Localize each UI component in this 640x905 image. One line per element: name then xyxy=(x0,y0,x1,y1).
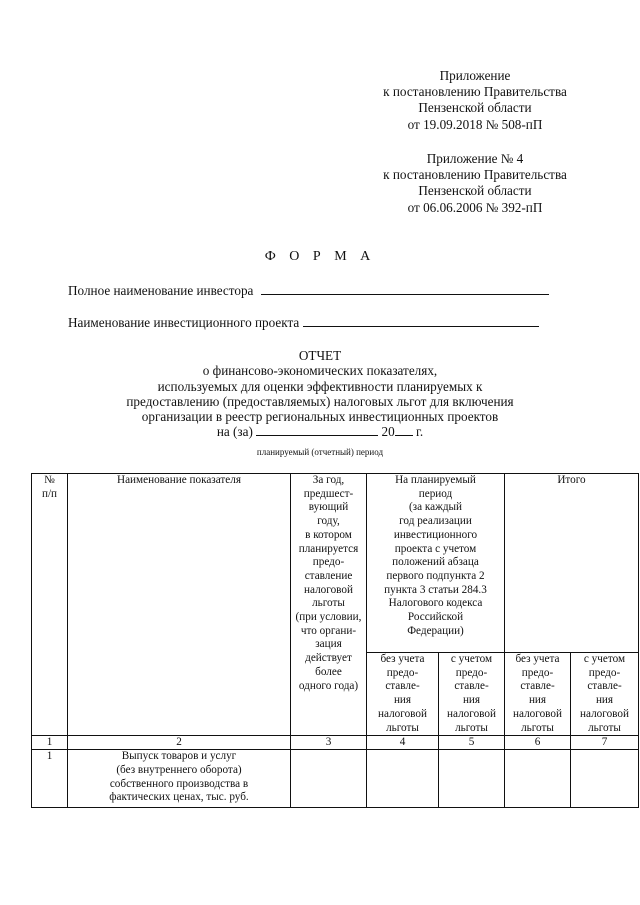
value-cell[interactable] xyxy=(439,750,505,808)
investor-blank-line[interactable] xyxy=(261,283,549,295)
report-title-line: ОТЧЕТ xyxy=(298,348,342,363)
column-number: 5 xyxy=(439,736,505,750)
value-cell[interactable] xyxy=(571,750,639,808)
appendix-2-block xyxy=(340,151,610,216)
appendix-2-line: Приложение № 4 xyxy=(426,151,524,166)
period-prefix: на (за) xyxy=(216,424,253,440)
report-title-line: организации в реестр региональных инвестиционных проектов xyxy=(141,409,499,425)
header-previous-year: За год, предшест- вующий году, в котором планируется предо- ставление налоговой льготы (при условии, что органи- зация действует более одного года) xyxy=(291,474,367,736)
value-cell[interactable] xyxy=(505,750,571,808)
column-number: 6 xyxy=(505,736,571,750)
column-number: 4 xyxy=(367,736,439,750)
indicators-table xyxy=(31,473,639,808)
header-total: Итого xyxy=(505,474,639,653)
appendix-1-line: Пензенской области xyxy=(418,100,532,116)
header-row xyxy=(32,474,639,653)
column-number: 7 xyxy=(571,736,639,750)
value-cell[interactable] xyxy=(291,750,367,808)
report-title-line: используемых для оценки эффективности планируемых к xyxy=(157,378,483,394)
header-planned-period: На планируемый период (за каждый год реализации инвестиционного проекта с учетом положений абзаца первого подпункта 2 пункта 3 статьи 284.3 Налогового кодекса Российской Федерации) xyxy=(367,474,505,653)
appendix-1-line: от 19.09.2018 № 508-пП xyxy=(407,116,543,132)
report-period-line xyxy=(60,424,580,439)
row-number: 1 xyxy=(32,750,68,808)
project-label: Наименование инвестиционного проекта xyxy=(68,315,300,330)
appendix-2-line: Пензенской области xyxy=(418,183,532,199)
column-number: 1 xyxy=(32,736,68,750)
table-row xyxy=(32,750,639,808)
form-title: Ф О Р М А xyxy=(264,249,376,264)
subheader-plan-without-benefit: без учета предо- ставле- ния налоговой льготы xyxy=(367,653,439,736)
year-prefix: 20 xyxy=(381,424,395,440)
value-cell[interactable] xyxy=(367,750,439,808)
header-number: № п/п xyxy=(32,474,68,736)
appendix-1-line: Приложение xyxy=(439,68,511,83)
appendix-2-line: к постановлению Правительства xyxy=(383,167,567,183)
appendix-2-line: от 06.06.2006 № 392-пП xyxy=(407,199,543,215)
appendix-1-block xyxy=(340,68,610,133)
period-blank-line[interactable] xyxy=(256,424,378,436)
subheader-total-with-benefit: с учетом предо- ставле- ния налоговой льготы xyxy=(571,653,639,736)
project-blank-line[interactable] xyxy=(303,315,539,327)
report-title xyxy=(60,348,580,440)
row-indicator-name: Выпуск товаров и услуг (без внутреннего оборота) собственного производства в фактических ценах, тыс. руб. xyxy=(68,750,291,808)
column-number: 2 xyxy=(68,736,291,750)
header-indicator-name: Наименование показателя xyxy=(68,474,291,736)
subheader-total-without-benefit: без учета предо- ставле- ния налоговой льготы xyxy=(505,653,571,736)
year-blank-line[interactable] xyxy=(395,424,413,436)
period-hint: планируемый (отчетный) период xyxy=(256,447,384,457)
year-suffix: г. xyxy=(415,424,424,440)
investor-label: Полное наименование инвестора xyxy=(68,283,254,298)
subheader-plan-with-benefit: с учетом предо- ставле- ния налоговой льготы xyxy=(439,653,505,736)
project-field xyxy=(68,315,539,331)
investor-field xyxy=(68,283,549,299)
report-title-line: о финансово-экономических показателях, xyxy=(202,363,438,379)
report-title-line: предоставлению (предоставляемых) налоговых льгот для включения xyxy=(126,393,514,409)
appendix-1-line: к постановлению Правительства xyxy=(383,84,567,100)
column-number: 3 xyxy=(291,736,367,750)
column-numbers-row xyxy=(32,736,639,750)
